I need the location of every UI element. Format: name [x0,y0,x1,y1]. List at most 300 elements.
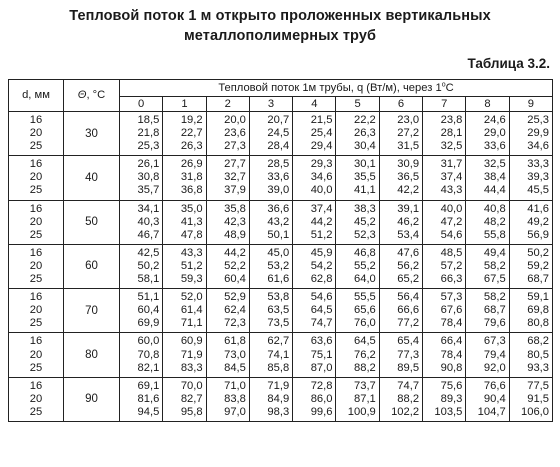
heat-flow-value: 35,8 [224,202,246,215]
heat-flow-value: 34,6 [310,171,333,184]
theta-cell: 30 [64,112,120,156]
heat-flow-value: 55,8 [483,228,506,241]
heat-flow-value: 60,9 [180,335,203,348]
heat-flow-value: 25,4 [310,127,333,140]
heat-flow-value: 40,8 [483,202,506,215]
value-cell [423,200,466,244]
heat-flow-value: 61,8 [224,335,246,348]
value-cell [163,156,206,200]
value-cell [336,112,379,156]
value-cell [206,112,249,156]
value-cell [163,200,206,244]
table-row [9,244,553,288]
heat-flow-value: 46,8 [354,246,376,259]
heat-flow-value: 97,0 [224,405,246,418]
value-cell [336,377,379,421]
value-cell [466,200,509,244]
value-cell [423,244,466,288]
heat-flow-value: 46,7 [137,228,160,241]
value-cell [336,289,379,333]
heat-flow-value: 88,2 [397,392,420,405]
heat-flow-value: 82,1 [137,361,160,374]
value-cell [120,244,163,288]
heat-flow-value: 79,6 [483,317,506,330]
heat-flow-value: 69,8 [527,304,549,317]
value-cell [120,156,163,200]
heat-flow-value: 94,5 [137,405,160,418]
heat-flow-value: 74,1 [267,348,290,361]
heat-flow-value: 28,4 [267,140,290,153]
heat-flow-value: 21,5 [310,114,333,126]
heat-flow-value: 55,5 [354,291,376,304]
heat-flow-value: 39,0 [267,184,290,197]
heat-flow-value: 37,4 [310,202,333,215]
heat-flow-value: 51,2 [180,259,203,272]
heat-flow-value: 31,7 [440,158,463,171]
diameter-value: 25 [29,405,43,418]
heat-flow-value: 54,6 [440,228,463,241]
heat-flow-value: 56,2 [397,259,420,272]
value-cell [509,156,552,200]
diameter-value: 20 [29,171,43,184]
heat-flow-value: 51,2 [310,228,333,241]
heat-flow-value: 42,2 [397,184,420,197]
heat-flow-value: 35,0 [180,202,203,215]
heat-flow-value: 23,8 [440,114,463,126]
heat-flow-value: 106,0 [521,405,549,418]
value-cell [379,333,422,377]
value-cell [423,289,466,333]
value-cell [379,289,422,333]
heat-flow-value: 23,6 [224,127,246,140]
value-cell [206,333,249,377]
diameter-value: 16 [29,335,43,348]
heat-flow-value: 58,1 [137,273,160,286]
value-cell [249,377,292,421]
table-row [9,156,553,200]
heat-flow-value: 66,3 [440,273,463,286]
heat-flow-value: 28,1 [440,127,463,140]
value-cell [120,200,163,244]
heat-flow-value: 35,5 [354,171,376,184]
heat-flow-value: 47,6 [397,246,420,259]
diameter-value: 25 [29,317,43,330]
value-cell [249,289,292,333]
value-cell [509,333,552,377]
heat-flow-value: 79,4 [483,348,506,361]
value-cell [466,156,509,200]
heat-flow-value: 68,7 [527,273,549,286]
value-cell [206,377,249,421]
heat-flow-value: 30,9 [397,158,420,171]
heat-flow-value: 62,8 [310,273,333,286]
heat-flow-value: 73,7 [354,379,376,392]
value-cell [379,112,422,156]
heat-flow-value: 29,0 [483,127,506,140]
value-cell [509,289,552,333]
diameter-value: 16 [29,291,43,304]
heat-flow-value: 25,3 [527,114,549,126]
heat-flow-value: 34,1 [137,202,160,215]
heat-flow-value: 39,1 [397,202,420,215]
heat-flow-value: 44,2 [224,246,246,259]
heat-flow-value: 30,1 [354,158,376,171]
heat-flow-value: 24,5 [267,127,290,140]
heat-flow-table [8,79,553,422]
heat-flow-value: 89,5 [397,361,420,374]
heat-flow-value: 65,6 [354,304,376,317]
heat-flow-value: 53,2 [267,259,290,272]
heat-flow-value: 40,3 [137,215,160,228]
heat-flow-value: 93,3 [527,361,549,374]
heat-flow-value: 36,6 [267,202,290,215]
document-title [0,6,560,46]
value-cell [379,377,422,421]
value-cell [336,200,379,244]
heat-flow-value: 22,7 [180,127,203,140]
theta-cell: 60 [64,244,120,288]
heat-flow-value: 61,4 [180,304,203,317]
heat-flow-value: 55,2 [354,259,376,272]
table-row [9,377,553,421]
heat-flow-value: 72,8 [310,379,333,392]
heat-flow-value: 64,0 [354,273,376,286]
d-column-header: d, мм [9,80,64,112]
heat-flow-value: 87,1 [354,392,376,405]
heat-flow-value: 56,4 [397,291,420,304]
heat-flow-value: 29,9 [527,127,549,140]
heat-flow-value: 31,5 [397,140,420,153]
value-cell [249,200,292,244]
heat-flow-value: 30,8 [137,171,160,184]
theta-cell: 40 [64,156,120,200]
value-cell [509,377,552,421]
digit-header-9: 9 [509,97,552,112]
value-cell [293,289,336,333]
value-cell [120,377,163,421]
diameter-value: 20 [29,259,43,272]
heat-flow-value: 42,3 [224,215,246,228]
value-cell [509,244,552,288]
digit-header-3: 3 [249,97,292,112]
diameter-value: 16 [29,246,43,259]
digit-header-8: 8 [466,97,509,112]
heat-flow-value: 38,4 [483,171,506,184]
heat-flow-value: 41,1 [354,184,376,197]
heat-flow-value: 41,3 [180,215,203,228]
diameter-cell [9,112,64,156]
heat-flow-value: 27,2 [397,127,420,140]
value-cell [423,112,466,156]
heat-flow-value: 76,6 [483,379,506,392]
heat-flow-value: 71,0 [224,379,246,392]
heat-flow-value: 77,3 [397,348,420,361]
heat-flow-value: 95,8 [180,405,203,418]
digit-header-6: 6 [379,97,422,112]
heat-flow-value: 52,0 [180,291,203,304]
heat-flow-value: 65,4 [397,335,420,348]
heat-flow-value: 56,9 [527,228,549,241]
heat-flow-value: 74,7 [310,317,333,330]
heat-flow-value: 64,5 [310,304,333,317]
value-cell [206,200,249,244]
heat-flow-value: 59,2 [527,259,549,272]
flow-unit-sup: о [441,80,446,88]
heat-flow-value: 36,8 [180,184,203,197]
heat-flow-value: 60,0 [137,335,160,348]
heat-flow-value: 38,3 [354,202,376,215]
heat-flow-value: 43,2 [267,215,290,228]
heat-flow-value: 77,2 [397,317,420,330]
heat-flow-value: 43,3 [180,246,203,259]
heat-flow-value: 20,7 [267,114,290,126]
digit-header-2: 2 [206,97,249,112]
value-cell [336,244,379,288]
heat-flow-value: 68,7 [483,304,506,317]
value-cell [163,289,206,333]
diameter-value: 16 [29,158,43,171]
diameter-cell [9,200,64,244]
diameter-value: 16 [29,114,43,126]
heat-flow-value: 36,5 [397,171,420,184]
diameter-value: 20 [29,127,43,140]
heat-flow-value: 27,3 [224,140,246,153]
heat-flow-value: 99,6 [310,405,333,418]
heat-flow-value: 62,4 [224,304,246,317]
diameter-cell [9,333,64,377]
digit-header-1: 1 [163,97,206,112]
heat-flow-value: 26,1 [137,158,160,171]
heat-flow-value: 90,4 [483,392,506,405]
theta-cell: 50 [64,200,120,244]
heat-flow-value: 76,2 [354,348,376,361]
heat-flow-value: 37,9 [224,184,246,197]
heat-flow-value: 25,3 [137,140,160,153]
diameter-value: 20 [29,392,43,405]
heat-flow-value: 72,3 [224,317,246,330]
heat-flow-value: 32,7 [224,171,246,184]
heat-flow-value: 80,5 [527,348,549,361]
heat-flow-value: 52,3 [354,228,376,241]
heat-flow-value: 49,4 [483,246,506,259]
value-cell [466,377,509,421]
value-cell [293,156,336,200]
diameter-value: 25 [29,184,43,197]
heat-flow-value: 33,3 [527,158,549,171]
heat-flow-value: 44,4 [483,184,506,197]
heat-flow-value: 67,6 [440,304,463,317]
heat-flow-value: 54,2 [310,259,333,272]
heat-flow-value: 48,9 [224,228,246,241]
heat-flow-value: 42,5 [137,246,160,259]
heat-flow-value: 59,1 [527,291,549,304]
table-body [9,112,553,422]
value-cell [206,289,249,333]
heat-flow-value: 27,7 [224,158,246,171]
diameter-value: 20 [29,215,43,228]
value-cell [163,377,206,421]
value-cell [293,112,336,156]
value-cell [249,333,292,377]
heat-flow-value: 46,2 [397,215,420,228]
heat-flow-value: 81,6 [137,392,160,405]
diameter-value: 16 [29,379,43,392]
value-cell [293,200,336,244]
value-cell [466,112,509,156]
heat-flow-value: 58,2 [483,291,506,304]
heat-flow-value: 63,5 [267,304,290,317]
heat-flow-value: 71,1 [180,317,203,330]
heat-flow-value: 26,9 [180,158,203,171]
value-cell [120,289,163,333]
value-cell [379,244,422,288]
diameter-cell [9,289,64,333]
heat-flow-value: 45,5 [527,184,549,197]
digit-header-4: 4 [293,97,336,112]
heat-flow-value: 67,5 [483,273,506,286]
heat-flow-value: 49,2 [527,215,549,228]
heat-flow-value: 22,2 [354,114,376,126]
diameter-value: 20 [29,304,43,317]
heat-flow-value: 50,2 [527,246,549,259]
table-row [9,289,553,333]
flow-header [120,80,553,97]
value-cell [336,333,379,377]
heat-flow-value: 33,6 [267,171,290,184]
heat-flow-value: 78,4 [440,317,463,330]
heat-flow-value: 90,8 [440,361,463,374]
heat-flow-value: 34,6 [527,140,549,153]
heat-flow-value: 66,4 [440,335,463,348]
flow-unit: С [445,81,454,94]
heat-flow-value: 45,9 [310,246,333,259]
heat-flow-value: 78,4 [440,348,463,361]
table-row [9,112,553,156]
heat-flow-value: 73,5 [267,317,290,330]
heat-flow-value: 26,3 [354,127,376,140]
value-cell [423,156,466,200]
heat-flow-value: 74,7 [397,379,420,392]
heat-flow-value: 21,8 [137,127,160,140]
heat-flow-value: 92,0 [483,361,506,374]
heat-flow-value: 60,4 [137,304,160,317]
heat-flow-value: 60,4 [224,273,246,286]
value-cell [206,244,249,288]
heat-flow-value: 62,7 [267,335,290,348]
diameter-value: 25 [29,361,43,374]
heat-flow-value: 61,6 [267,273,290,286]
theta-unit: , °С [86,89,106,101]
heat-flow-value: 29,3 [310,158,333,171]
value-cell [466,333,509,377]
heat-flow-value: 52,9 [224,291,246,304]
heat-flow-value: 53,4 [397,228,420,241]
value-cell [423,333,466,377]
heat-flow-value: 50,2 [137,259,160,272]
heat-flow-value: 40,0 [440,202,463,215]
digit-header-0: 0 [120,97,163,112]
value-cell [249,112,292,156]
heat-flow-value: 82,7 [180,392,203,405]
heat-flow-value: 69,1 [137,379,160,392]
value-cell [423,377,466,421]
heat-flow-value: 45,2 [354,215,376,228]
heat-flow-value: 53,8 [267,291,290,304]
heat-flow-value: 66,6 [397,304,420,317]
title-line-2: металлополимерных труб [183,28,377,44]
heat-flow-value: 30,4 [354,140,376,153]
heat-flow-value: 47,8 [180,228,203,241]
value-cell [249,156,292,200]
heat-flow-value: 52,2 [224,259,246,272]
heat-flow-value: 75,1 [310,348,333,361]
heat-flow-value: 48,5 [440,246,463,259]
heat-flow-value: 54,6 [310,291,333,304]
heat-flow-value: 43,3 [440,184,463,197]
value-cell [509,112,552,156]
heat-flow-value: 85,8 [267,361,290,374]
heat-flow-value: 44,2 [310,215,333,228]
theta-column-header [64,80,120,112]
heat-flow-value: 39,3 [527,171,549,184]
table-number: Таблица 3.2. [467,56,550,71]
value-cell [206,156,249,200]
value-cell [163,244,206,288]
table-row [9,333,553,377]
heat-flow-value: 32,5 [440,140,463,153]
value-cell [379,200,422,244]
diameter-value: 25 [29,228,43,241]
heat-flow-value: 31,8 [180,171,203,184]
theta-cell: 90 [64,377,120,421]
value-cell [509,200,552,244]
heat-flow-value: 68,2 [527,335,549,348]
value-cell [466,289,509,333]
heat-flow-value: 58,2 [483,259,506,272]
heat-flow-value: 50,1 [267,228,290,241]
heat-flow-value: 80,8 [527,317,549,330]
heat-flow-value: 28,5 [267,158,290,171]
heat-flow-value: 47,2 [440,215,463,228]
heat-flow-value: 59,3 [180,273,203,286]
heat-flow-value: 86,0 [310,392,333,405]
heat-flow-value: 48,2 [483,215,506,228]
heat-flow-value: 70,8 [137,348,160,361]
heat-flow-value: 102,2 [391,405,420,418]
theta-cell: 80 [64,333,120,377]
heat-flow-value: 75,6 [440,379,463,392]
digit-header-7: 7 [423,97,466,112]
flow-label: Тепловой поток 1м трубы, q (Вт/м), через 1 [218,81,442,94]
value-cell [336,156,379,200]
heat-flow-value: 24,6 [483,114,506,126]
heat-flow-value: 51,1 [137,291,160,304]
heat-flow-value: 100,9 [347,405,376,418]
heat-flow-value: 73,0 [224,348,246,361]
heat-flow-value: 20,0 [224,114,246,126]
heat-flow-value: 26,3 [180,140,203,153]
value-cell [120,333,163,377]
value-cell [249,244,292,288]
heat-flow-value: 19,2 [180,114,203,126]
heat-flow-value: 37,4 [440,171,463,184]
heat-flow-value: 104,7 [477,405,506,418]
value-cell [379,156,422,200]
diameter-cell [9,244,64,288]
heat-flow-value: 63,6 [310,335,333,348]
heat-flow-value: 33,6 [483,140,506,153]
digit-header-5: 5 [336,97,379,112]
